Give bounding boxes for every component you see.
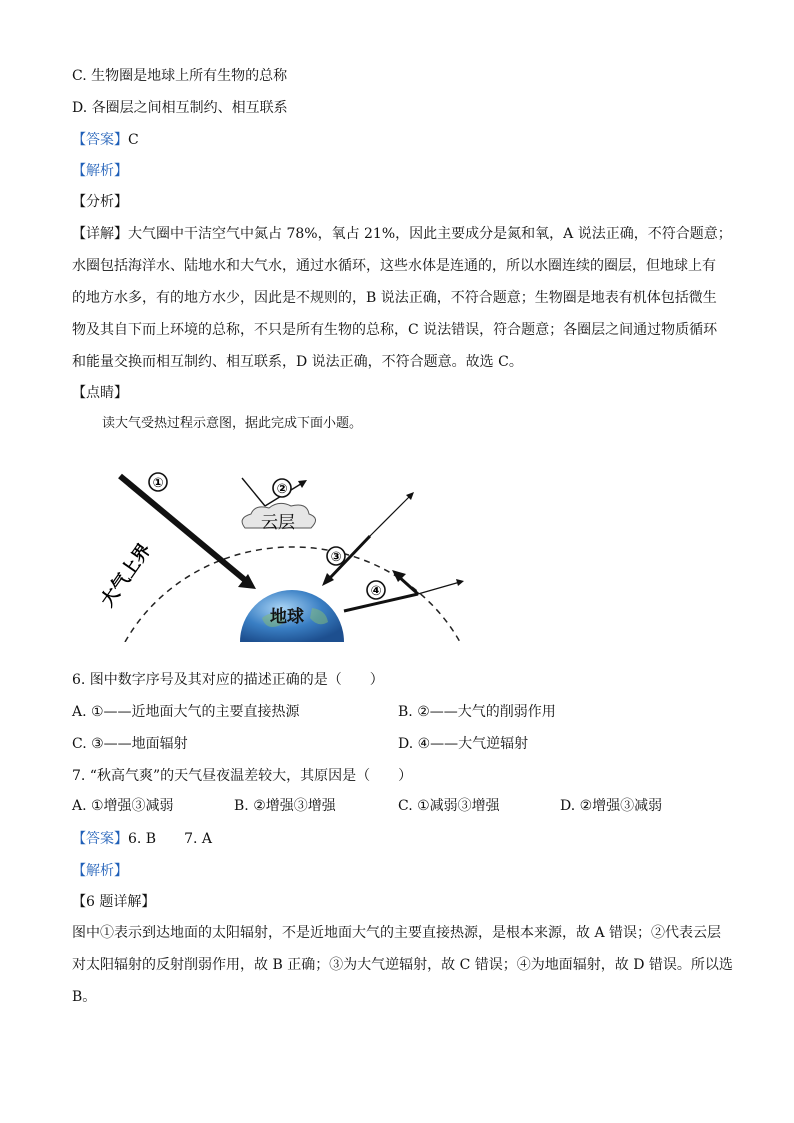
detail-line-4: 物及其自下而上环境的总称，不只是所有生物的总称，C 说法错误，符合题意；各圈层之间通过物质循环 <box>72 322 718 338</box>
q6-detail-line-2: 对太阳辐射的反射削弱作用，故 B 正确；③为大气逆辐射，故 C 错误；④为地面辐射，故 D 错误。所以选 <box>72 957 733 973</box>
q6-option-a: A. ①——近地面大气的主要直接热源 <box>72 704 300 720</box>
atmosphere-top-label: 大气上界 <box>96 539 156 611</box>
marker-2-label: ② <box>276 482 288 497</box>
q6-detail-line-1: 图中①表示到达地面的太阳辐射，不是近地面大气的主要直接热源，是根本来源，故 A 错误；②代表云层 <box>72 925 722 941</box>
answer-value: C <box>128 132 139 148</box>
arrow-2-head <box>298 480 307 488</box>
q6-detail-line-3: B。 <box>72 989 97 1005</box>
detail-line-5: 和能量交换而相互制约、相互联系，D 说法正确，不符合题意。故选 C。 <box>72 354 523 370</box>
answer2-value: 6. B 7. A <box>128 831 213 847</box>
detail-line-1 <box>72 224 732 244</box>
arrow-2-in <box>242 478 265 506</box>
answer-line <box>72 130 139 150</box>
q7-option-a: A. ①增强③减弱 <box>72 798 174 814</box>
answer2-tag: 【答案】 <box>72 831 128 847</box>
q7-option-c: C. ①减弱③增强 <box>398 798 500 814</box>
q6-option-c: C. ③——地面辐射 <box>72 736 188 752</box>
q6-option-b: B. ②——大气的削弱作用 <box>398 704 556 720</box>
answer2-line <box>72 829 212 849</box>
q7-stem: 7. “秋高气爽”的天气昼夜温差较大，其原因是（ ） <box>72 768 413 784</box>
dianjing-tag: 【点睛】 <box>72 385 128 401</box>
q6-stem: 6. 图中数字序号及其对应的描述正确的是（ ） <box>72 672 384 688</box>
marker-1-label: ① <box>152 476 164 491</box>
intro-text: 读大气受热过程示意图，据此完成下面小题。 <box>102 416 363 431</box>
detail-line-3: 的地方水多，有的地方水少，因此是不规则的，B 说法正确，不符合题意；生物圈是地表有机体包括微生 <box>72 290 717 306</box>
q6-detail-tag: 【6 题详解】 <box>72 894 156 910</box>
option-d: D. 各圈层之间相互制约、相互联系 <box>72 100 288 116</box>
fenxi-tag: 【分析】 <box>72 194 128 210</box>
analysis2-tag: 【解析】 <box>72 863 128 879</box>
detail-text-1: 大气圈中干洁空气中氮占 78%，氧占 21%，因此主要成分是氮和氧，A 说法正确，不符合题意； <box>128 226 732 242</box>
marker-4-label: ④ <box>370 584 382 599</box>
analysis-tag: 【解析】 <box>72 163 128 179</box>
arrow-4-outgoing <box>418 582 460 594</box>
detail-line-2: 水圈包括海洋水、陆地水和大气水，通过水循环，这些水体是连通的，所以水圈连续的圈层，但地球上有 <box>72 258 716 274</box>
earth-label: 地球 <box>270 607 304 627</box>
q7-option-b: B. ②增强③增强 <box>234 798 336 814</box>
option-c: C. 生物圈是地球上所有生物的总称 <box>72 68 288 84</box>
marker-3-label: ③ <box>330 550 342 565</box>
detail-tag: 【详解】 <box>72 226 128 242</box>
atmosphere-heating-diagram <box>80 458 480 642</box>
q7-option-d: D. ②增强③减弱 <box>560 798 663 814</box>
cloud-label: 云层 <box>261 513 295 533</box>
arrow-3-outgoing <box>370 496 410 536</box>
answer-tag: 【答案】 <box>72 132 128 148</box>
q6-option-d: D. ④——大气逆辐射 <box>398 736 529 752</box>
arrow-4-outgoing-head <box>456 579 464 586</box>
